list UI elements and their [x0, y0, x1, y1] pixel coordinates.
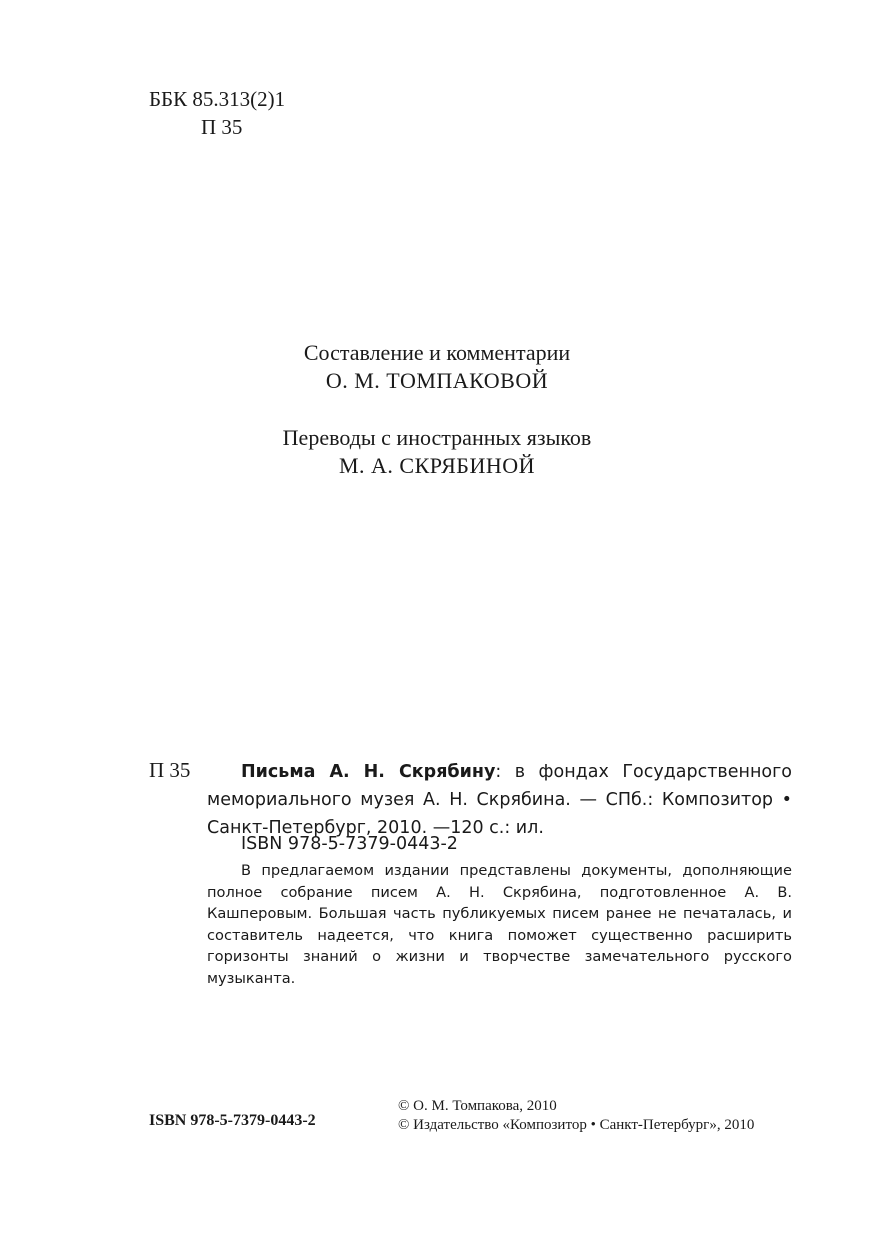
- translator-role: Переводы с иностранных языков: [282, 425, 592, 450]
- compiler-name: О. М. ТОМПАКОВОЙ: [325, 368, 549, 393]
- author-mark: П 35: [201, 115, 243, 139]
- annotation-text: В предлагаемом издании представлены документы, дополняющие полное собрание писем А. Н. Скрябина, подготовленное А. В. Кашперовым. Большая часть публикуемых писем ранее не печаталась, и составитель надеется, что книга поможет существенно расширить горизонты знаний о жизни и творчестве замечательного русского музыканта.: [207, 862, 792, 987]
- bibliographic-isbn: ISBN 978-5-7379-0443-2: [241, 834, 458, 854]
- bibliographic-author-mark: П 35: [149, 758, 191, 782]
- compiler-role: Составление и комментарии: [303, 340, 571, 365]
- copyright-publisher: © Издательство «Композитор • Санкт-Петербург», 2010: [398, 1117, 755, 1133]
- copyright-author: © О. М. Томпакова, 2010: [398, 1098, 557, 1114]
- footer-isbn: ISBN 978-5-7379-0443-2: [149, 1112, 316, 1129]
- book-title: Письма А. Н. Скрябину: [241, 762, 496, 782]
- bbk-classification-code: ББК 85.313(2)1: [149, 87, 286, 111]
- book-annotation: [207, 860, 792, 990]
- book-description: : в фондах Государственного мемориального музея А. Н. Скрябина. — СПб.: Композитор • Санкт-Петербург, 2010. —120 с.: ил.: [207, 762, 792, 838]
- compiler-credit: [0, 339, 874, 395]
- translator-credit: [0, 424, 874, 480]
- translator-name: М. А. СКРЯБИНОЙ: [338, 453, 535, 478]
